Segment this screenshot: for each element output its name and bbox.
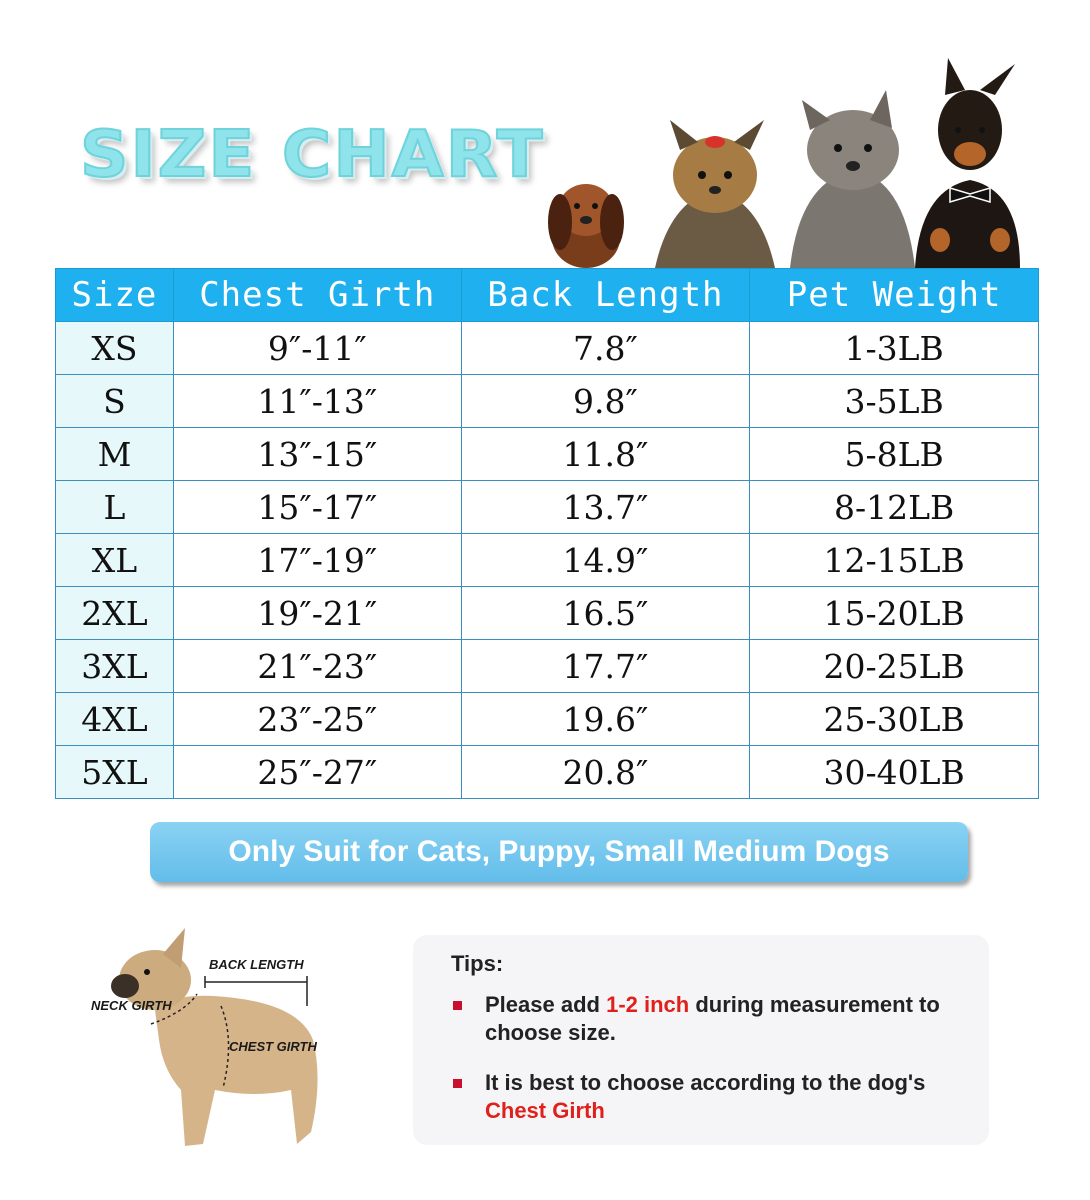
back-length-cell: 14.9″ <box>461 534 750 587</box>
header-pet-weight: Pet Weight <box>750 269 1039 322</box>
size-chart-title: SIZE CHART <box>80 118 545 192</box>
bullet-icon <box>453 1079 462 1088</box>
table-row <box>56 587 1039 640</box>
measurement-diagram <box>85 920 365 1160</box>
pet-weight-cell: 3-5LB <box>750 375 1039 428</box>
bullet-icon <box>453 1001 462 1010</box>
pet-weight-cell: 5-8LB <box>750 428 1039 481</box>
back-length-cell: 9.8″ <box>461 375 750 428</box>
suitability-banner: Only Suit for Cats, Puppy, Small Medium Dogs <box>150 822 968 882</box>
french-bulldog-icon <box>85 920 365 1160</box>
back-length-label: BACK LENGTH <box>209 957 304 972</box>
size-table <box>55 268 1039 799</box>
size-cell: 2XL <box>56 587 174 640</box>
pet-weight-cell: 1-3LB <box>750 322 1039 375</box>
size-cell: 5XL <box>56 746 174 799</box>
table-row <box>56 375 1039 428</box>
back-length-cell: 17.7″ <box>461 640 750 693</box>
chest-girth-cell: 13″-15″ <box>173 428 461 481</box>
back-length-cell: 11.8″ <box>461 428 750 481</box>
min-pin-icon <box>915 58 1020 268</box>
table-row <box>56 693 1039 746</box>
tip1-text-end: during measurement to choose size. <box>485 992 940 1045</box>
tips-title: Tips: <box>451 951 504 976</box>
table-row <box>56 428 1039 481</box>
terrier-icon <box>790 90 915 268</box>
chest-girth-cell: 23″-25″ <box>173 693 461 746</box>
chest-girth-cell: 15″-17″ <box>173 481 461 534</box>
chest-girth-cell: 25″-27″ <box>173 746 461 799</box>
yorkie-icon <box>655 120 775 268</box>
dogs-photo <box>520 50 1040 270</box>
pet-weight-cell: 25-30LB <box>750 693 1039 746</box>
table-row <box>56 746 1039 799</box>
tip1-highlight: 1-2 inch <box>606 992 690 1017</box>
header-size: Size <box>56 269 174 322</box>
neck-girth-label: NECK GIRTH <box>91 998 172 1013</box>
table-row <box>56 322 1039 375</box>
size-cell: XS <box>56 322 174 375</box>
back-length-cell: 13.7″ <box>461 481 750 534</box>
pet-weight-cell: 30-40LB <box>750 746 1039 799</box>
table-row <box>56 640 1039 693</box>
tip2-highlight: Chest Girth <box>485 1098 605 1123</box>
size-cell: M <box>56 428 174 481</box>
pet-weight-cell: 12-15LB <box>750 534 1039 587</box>
tip2-text: It is best to choose according to the dog's <box>485 1070 926 1095</box>
size-cell: 4XL <box>56 693 174 746</box>
chest-girth-cell: 21″-23″ <box>173 640 461 693</box>
chest-girth-cell: 9″-11″ <box>173 322 461 375</box>
size-cell: L <box>56 481 174 534</box>
size-cell: 3XL <box>56 640 174 693</box>
tip1-text: Please add <box>485 992 607 1017</box>
header-back-length: Back Length <box>461 269 750 322</box>
back-length-cell: 20.8″ <box>461 746 750 799</box>
chest-girth-label: CHEST GIRTH <box>229 1039 317 1054</box>
back-length-cell: 19.6″ <box>461 693 750 746</box>
table-header-row <box>56 269 1039 322</box>
size-cell: XL <box>56 534 174 587</box>
chest-girth-cell: 11″-13″ <box>173 375 461 428</box>
tip-item <box>453 991 973 1047</box>
table-row <box>56 481 1039 534</box>
tip-item <box>453 1069 973 1125</box>
size-cell: S <box>56 375 174 428</box>
header-chest-girth: Chest Girth <box>173 269 461 322</box>
chest-girth-cell: 17″-19″ <box>173 534 461 587</box>
dachshund-icon <box>548 184 624 268</box>
chest-girth-cell: 19″-21″ <box>173 587 461 640</box>
pet-weight-cell: 8-12LB <box>750 481 1039 534</box>
pet-weight-cell: 15-20LB <box>750 587 1039 640</box>
tips-box <box>413 935 989 1145</box>
pet-weight-cell: 20-25LB <box>750 640 1039 693</box>
back-length-cell: 16.5″ <box>461 587 750 640</box>
back-length-cell: 7.8″ <box>461 322 750 375</box>
table-row <box>56 534 1039 587</box>
